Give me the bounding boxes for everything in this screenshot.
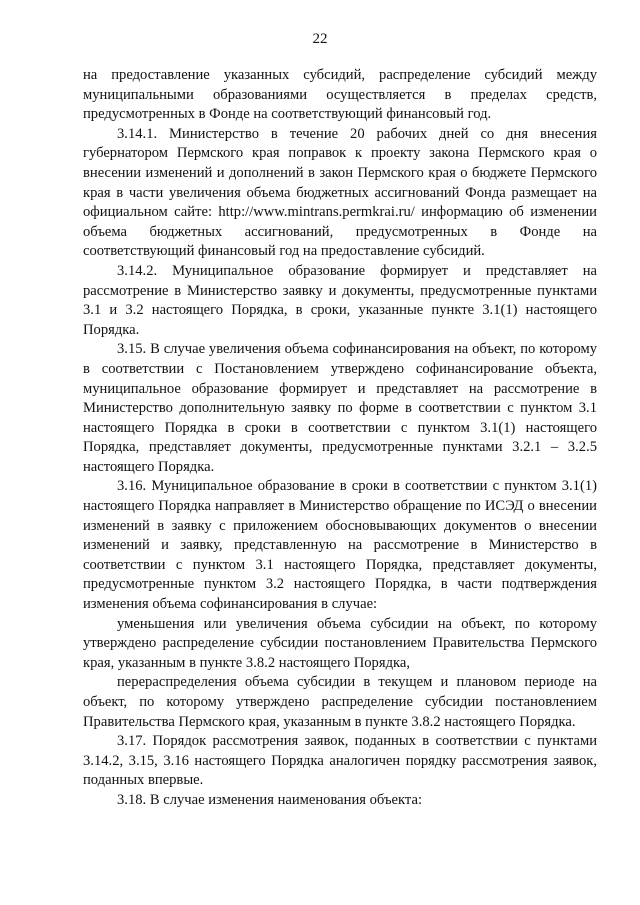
paragraph-3-17: 3.17. Порядок рассмотрения заявок, поданных в соответствии с пунктами 3.14.2, 3.15, 3.16 настоящего Порядка аналогичен порядку рассмотрения заявок, поданных впервые.	[83, 733, 597, 789]
paragraph-3-14-2: 3.14.2. Муниципальное образование формирует и представляет на рассмотрение в Министерство заявку и документы, предусмотренные пунктами 3.1 и 3.2 настоящего Порядка, в сроки, указанные пункте 3.1(1) настоящего Порядка.	[83, 262, 597, 338]
paragraph-3-18: 3.18. В случае изменения наименования объекта:	[117, 791, 423, 808]
paragraph-3-16-case-1: уменьшения или увеличения объема субсидии на объект, по которому утверждено распределение субсидии постановлением Правительства Пермского края, указанным в пункте 3.8.2 настоящего Порядка,	[83, 615, 597, 671]
document-body	[83, 66, 597, 811]
paragraph-3-16: 3.16. Муниципальное образование в сроки в соответствии с пунктом 3.1(1) настоящего Порядка направляет в Министерство обращение по ИСЭД о внесении изменений в заявку с приложением обосновывающих документов о внесении изменений и заявку, представленную на рассмотрение в Министерство в соответствии с пунктом 3.1 настоящего Порядка, представляет документы, предусмотренные пунктом 3.2 настоящего Порядка, в части подтверждения изменения объема софинансирования в случае:	[83, 478, 597, 613]
page-number: 22	[312, 31, 328, 47]
paragraph-3-14-1: 3.14.1. Министерство в течение 20 рабочих дней со дня внесения губернатором Пермского края поправок к проекту закона Пермского края о внесении изменений и дополнений в закон Пермского края о бюджете Пермского края в части увеличения объема бюджетных ассигнований Фонда размещает на официальном сайте: http://www.mintrans.permkrai.ru/ информацию об изменении объема бюджетных ассигнований, предусмотренных в Фонде на соответствующий финансовый год на предоставление субсидий.	[83, 125, 597, 260]
paragraph-3-15: 3.15. В случае увеличения объема софинансирования на объект, по которому в соответствии с Постановлением утверждено софинансирование объекта, муниципальное образование формирует и представляет на рассмотрение в Министерство дополнительную заявку по форме в соответствии с пунктом 3.1 настоящего Порядка в сроки в соответствии с пунктом 3.1(1) настоящего Порядка, представляет документы, предусмотренные пунктами 3.2.1 – 3.2.5 настоящего Порядка.	[83, 341, 597, 475]
paragraph-continuation: на предоставление указанных субсидий, распределение субсидий между муниципальными образованиями осуществляется в пределах средств, предусмотренных в Фонде на соответствующий финансовый год.	[83, 67, 597, 123]
paragraph-3-16-case-2: перераспределения объема субсидии в текущем и плановом периоде на объект, по которому утверждено распределение субсидии постановлением Правительства Пермского края, указанным в пункте 3.8.2 настоящего Порядка.	[83, 674, 597, 730]
